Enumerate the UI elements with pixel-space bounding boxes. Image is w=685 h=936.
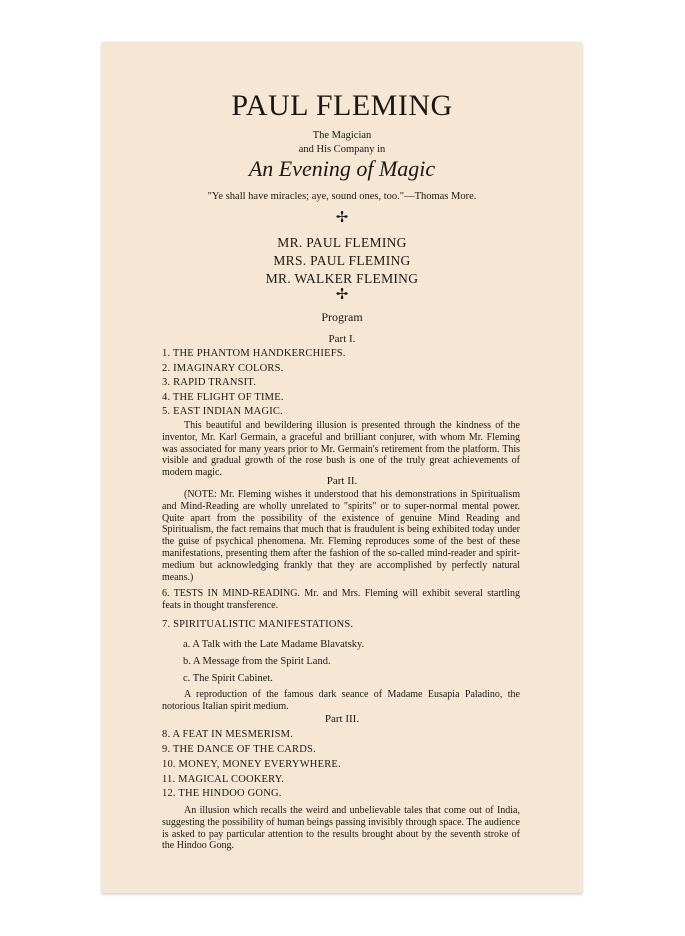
cast-member: MR. WALKER FLEMING [265,271,419,286]
program-item-mind-reading: 6. TESTS IN MIND-READING. Mr. and Mrs. Fleming will exhibit several startling feats in thought transference. [162,588,520,611]
sub-item: a. A Talk with the Late Madame Blavatsky. [183,639,365,650]
program-item: 2. IMAGINARY COLORS. [162,363,284,374]
ornament-cross-icon: ✢ [335,287,349,303]
show-title: An Evening of Magic [248,156,436,181]
ornament-cross-icon: ✢ [335,210,349,226]
epigraph-quote: "Ye shall have miracles; aye, sound ones, too."—Thomas More. [207,191,477,202]
paragraph-east-indian-magic: This beautiful and bewildering illusion is presented through the kindness of the inventor, Mr. Karl Germain, a graceful and brilliant conjurer, with whom Mr. Fleming was associated for many years prior to Mr. Germain's retirement from the platform. This visible and gradual growth of the rose bush is one of the truly great achievements of modern magic. [162,420,520,479]
part-heading: Part II. [326,475,358,487]
program-item: 9. THE DANCE OF THE CARDS. [162,744,316,755]
program-item: 3. RAPID TRANSIT. [162,377,257,388]
program-item: 4. THE FLIGHT OF TIME. [162,392,284,403]
sub-item: c. The Spirit Cabinet. [183,673,273,684]
sub-item: b. A Message from the Spirit Land. [183,656,331,667]
page-title: PAUL FLEMING [231,89,453,122]
program-item: 12. THE HINDOO GONG. [162,788,282,799]
part-heading: Part I. [328,333,356,345]
program-sheet [102,42,582,893]
program-item: 7. SPIRITUALISTIC MANIFESTATIONS. [162,619,354,630]
program-item: 10. MONEY, MONEY EVERYWHERE. [162,759,341,770]
subtitle-magician: The Magician [312,130,372,141]
paragraph-hindoo-gong: An illusion which recalls the weird and unbelievable tales that come out of India, suggesting the possibility of human beings passing invisibly through space. The audience is asked to pay particular attention to the results brought about by the seventh stroke of the Hindoo Gong. [162,805,520,852]
program-item: 5. EAST INDIAN MAGIC. [162,406,283,417]
program-heading: Program [321,310,363,324]
cast-member: MR. PAUL FLEMING [277,235,407,250]
cast-member: MRS. PAUL FLEMING [273,253,411,268]
paragraph-note: (NOTE: Mr. Fleming wishes it understood that his demonstrations in Spiritualism and Mind-Reading are wholly unrelated to "spirits" or to super-normal mental power. Quite apart from the possibility of the existence of genuine Mind Reading and Spiritualism, the fact remains that much that is fraudulent is being exhibited today under the guise of psychical phenomena. Mr. Fleming reproduces some of the best of these manifestations, presenting them after the fashion of the so-called mind-reader and spirit-medium but acknowledging frankly that they are accomplished by perfectly natural means.) [162,489,520,583]
part-heading: Part III. [324,713,360,725]
subtitle-company: and His Company in [298,144,386,155]
program-item: 11. MAGICAL COOKERY. [162,774,285,785]
program-item: 1. THE PHANTOM HANDKERCHIEFS. [162,348,346,359]
program-item: 8. A FEAT IN MESMERISM. [162,729,294,740]
paragraph-seance: A reproduction of the famous dark seance of Madame Eusapia Paladino, the notorious Italian spirit medium. [162,689,520,712]
